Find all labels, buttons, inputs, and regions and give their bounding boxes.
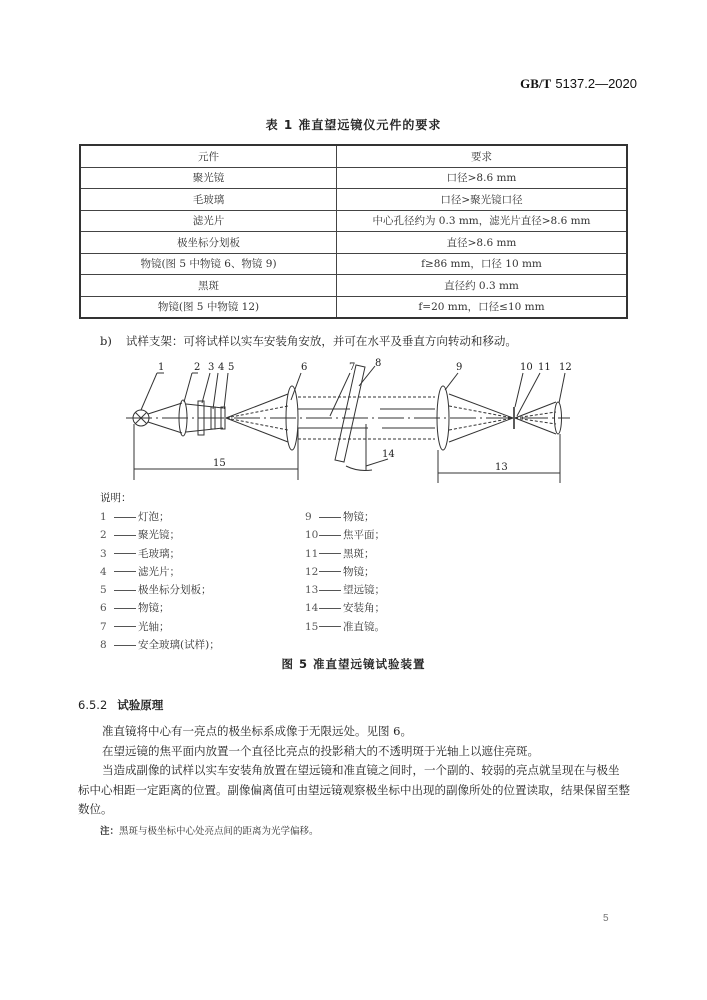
legend-number: 3 — [100, 547, 107, 560]
legend-dash — [319, 553, 341, 554]
legend-text: 黑斑； — [343, 547, 375, 560]
legend-item — [100, 582, 220, 600]
callout-11: 11 — [538, 362, 551, 373]
legend-item — [100, 509, 220, 527]
column-header: 元件 — [80, 145, 337, 167]
legend-left — [100, 509, 220, 655]
legend-number: 5 — [100, 584, 107, 597]
table-row — [80, 189, 627, 211]
callout-5: 5 — [228, 362, 235, 373]
collimator-test-diagram — [120, 358, 580, 483]
table-cell: f=20 mm，口径≤10 mm — [337, 296, 628, 318]
table-cell: 黑斑 — [80, 275, 337, 297]
legend-number: 12 — [305, 565, 319, 578]
legend-text: 物镜； — [343, 511, 375, 523]
callout-1: 1 — [158, 362, 165, 373]
legend-text: 望远镜； — [343, 584, 385, 597]
legend-dash — [319, 535, 341, 536]
item-b-label: b) — [100, 334, 112, 348]
legend-number: 13 — [305, 584, 319, 597]
note — [100, 823, 319, 837]
table-cell: 聚光镜 — [80, 167, 337, 189]
table-title: 表 1 准直望远镜仪元件的要求 — [265, 118, 442, 132]
callout-8: 8 — [375, 358, 382, 369]
callout-6: 6 — [301, 362, 308, 373]
paragraph: 准直镜将中心有一亮点的极坐标系成像于无限远处。见图 6。 — [102, 724, 412, 738]
table-row — [80, 275, 627, 297]
legend-right — [305, 509, 385, 637]
legend-text: 光轴； — [138, 620, 170, 633]
table-cell: 直径约 0.3 mm — [337, 275, 628, 297]
legend-text: 安装角； — [343, 602, 385, 615]
table-cell: 直径>8.6 mm — [337, 232, 628, 254]
legend-number: 4 — [100, 565, 107, 578]
legend-dash — [114, 608, 136, 609]
table-cell: f≥86 mm，口径 10 mm — [337, 253, 628, 275]
table-row — [80, 232, 627, 254]
legend-item — [100, 637, 220, 655]
legend-text: 安全玻璃(试样)； — [138, 639, 220, 652]
legend-dash — [319, 571, 341, 572]
callout-13: 13 — [495, 462, 508, 473]
legend-number: 9 — [305, 511, 312, 523]
legend-dash — [319, 517, 341, 518]
legend-dash — [114, 590, 136, 591]
callout-10: 10 — [520, 362, 533, 373]
table-cell: 物镜(图 5 中物镜 6、物镜 9) — [80, 253, 337, 275]
legend-text: 灯泡； — [138, 511, 170, 523]
table-cell: 毛玻璃 — [80, 189, 337, 211]
legend-number: 2 — [100, 529, 107, 542]
table-row — [80, 253, 627, 275]
legend-item — [305, 582, 385, 600]
legend-number: 6 — [100, 602, 107, 615]
legend-dash — [114, 553, 136, 554]
standard-number — [520, 76, 637, 92]
note-text: 黑斑与极坐标中心处亮点间的距离为光学偏移。 — [119, 826, 319, 837]
legend-dash — [319, 608, 341, 609]
page-number: 5 — [603, 913, 609, 924]
legend-item — [305, 509, 385, 527]
table-row — [80, 296, 627, 318]
legend-item — [305, 600, 385, 618]
legend-text: 聚光镜； — [138, 529, 180, 542]
legend-item — [305, 564, 385, 582]
legend-item — [100, 527, 220, 545]
table-cell: 极坐标分划板 — [80, 232, 337, 254]
legend-item — [305, 527, 385, 545]
legend-text: 极坐标分划板； — [138, 584, 212, 597]
legend-number: 11 — [305, 547, 319, 560]
item-b — [100, 333, 517, 349]
requirements-table — [79, 144, 628, 319]
standard-prefix: GB/T — [520, 76, 552, 91]
legend-dash — [114, 535, 136, 536]
callout-12: 12 — [559, 362, 572, 373]
legend-text: 物镜； — [138, 602, 170, 615]
callout-3: 3 — [208, 362, 215, 373]
section-body — [78, 722, 630, 820]
paragraph: 在望远镜的焦平面内放置一个直径比亮点的投影稍大的不透明斑于光轴上以遮住亮斑。 — [102, 743, 539, 758]
table-cell: 口径>聚光镜口径 — [337, 189, 628, 211]
callout-4: 4 — [218, 362, 225, 373]
legend-number: 14 — [305, 602, 319, 615]
item-b-text: 试样支架：可将试样以实车安装角安放，并可在水平及垂直方向转动和移动。 — [125, 334, 517, 348]
callout-7: 7 — [349, 362, 356, 373]
legend-dash — [114, 626, 136, 627]
legend-text: 焦平面； — [343, 529, 385, 542]
legend-dash — [114, 517, 136, 518]
table-header-row — [80, 145, 627, 167]
legend-number: 1 — [100, 511, 107, 523]
legend-item — [100, 546, 220, 564]
standard-code: 5137.2—2020 — [555, 76, 637, 91]
legend-item — [305, 546, 385, 564]
legend-text: 毛玻璃； — [138, 547, 180, 560]
legend-number: 7 — [100, 620, 107, 633]
legend-number: 15 — [305, 620, 319, 633]
figure-caption: 图 5 准直望远镜试验装置 — [281, 657, 426, 671]
legend-item — [100, 600, 220, 618]
table-row — [80, 210, 627, 232]
paragraph: 当造成副像的试样以实车安装角放置在望远镜和准直镜之间时，一个副的、较弱的亮点就呈现在与极坐标中心相距一定距离的位置。副像偏离值可由望远镜观察极坐标中出现的副像所处的位置读取，结果保留至整数位。 — [78, 763, 630, 816]
legend-item — [100, 619, 220, 637]
legend-dash — [319, 626, 341, 627]
legend-item — [305, 619, 385, 637]
section-heading — [78, 697, 163, 713]
note-label: 注： — [100, 826, 120, 837]
section-number: 6.5.2 — [78, 698, 108, 712]
legend-number: 10 — [305, 529, 319, 542]
legend-text: 滤光片； — [138, 565, 180, 578]
legend-item — [100, 564, 220, 582]
callout-2: 2 — [194, 362, 201, 373]
table-cell: 口径>8.6 mm — [337, 167, 628, 189]
section-title: 试验原理 — [117, 698, 164, 712]
callout-15: 15 — [213, 458, 226, 469]
legend-dash — [114, 645, 136, 646]
table-cell: 物镜(图 5 中物镜 12) — [80, 296, 337, 318]
legend-text: 准直镜。 — [343, 620, 385, 633]
callout-9: 9 — [456, 362, 463, 373]
legend-dash — [114, 571, 136, 572]
legend-title: 说明： — [100, 492, 132, 504]
legend-dash — [319, 590, 341, 591]
legend-text: 物镜； — [343, 565, 375, 578]
table-cell: 中心孔径约为 0.3 mm，滤光片直径>8.6 mm — [337, 210, 628, 232]
table-cell: 滤光片 — [80, 210, 337, 232]
callout-14: 14 — [382, 449, 395, 460]
column-header: 要求 — [337, 145, 628, 167]
table-row — [80, 167, 627, 189]
legend-number: 8 — [100, 639, 107, 652]
